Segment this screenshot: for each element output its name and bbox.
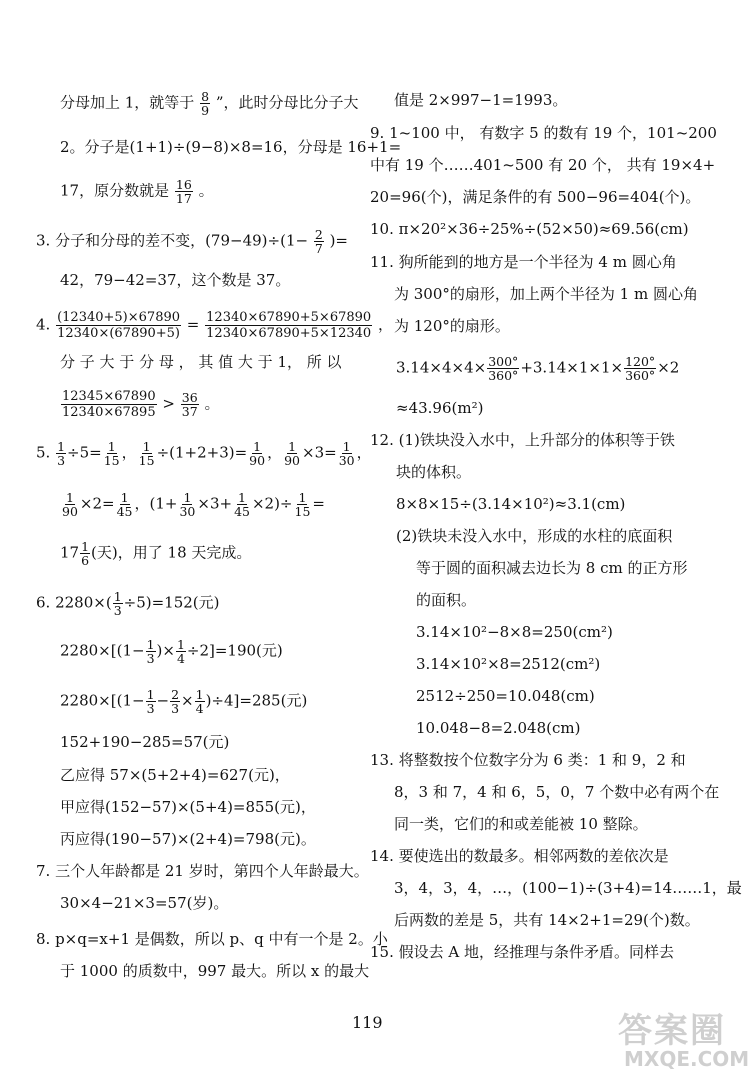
fraction: [178, 491, 196, 518]
text-line: 20=96(个)，满足条件的有 500−96=404(个)。: [370, 188, 701, 206]
text-line: 8×8×15÷(3.14×10²)≈3.1(cm): [396, 495, 626, 513]
numerator: 1: [113, 589, 122, 604]
text: ，: [267, 443, 283, 462]
text: ×3+: [197, 494, 233, 513]
fraction: [175, 178, 193, 205]
text-line: 3，4，3，4，…，(100−1)÷(3+4)=14……1，最: [394, 879, 742, 897]
text-line: [36, 590, 220, 617]
denominator: 4: [176, 651, 185, 666]
text: ×3=: [302, 443, 337, 462]
denominator: 360°: [625, 368, 656, 383]
text-line: [60, 178, 214, 205]
denominator: 3: [57, 453, 66, 468]
denominator: 45: [234, 504, 250, 519]
numerator: 8: [201, 89, 210, 104]
text: 6. 2280×(: [36, 593, 112, 612]
text: 17: [60, 543, 80, 562]
fraction: [294, 491, 312, 518]
fraction: [200, 90, 210, 117]
denominator: 17: [175, 191, 192, 206]
denominator: 12340×67895: [62, 405, 156, 420]
text: 2280×[(1−: [60, 691, 145, 710]
denominator: 360°: [488, 368, 519, 383]
text: ×2=: [79, 494, 115, 513]
text-line: [60, 638, 283, 665]
denominator: 12340×(67890+5): [57, 326, 181, 341]
text-line: 30×4−21×3=57(岁)。: [60, 894, 229, 912]
text-line: 分 子 大 于 分 母 ， 其 值 大 于 1， 所 以: [60, 353, 342, 371]
fraction: [80, 540, 90, 567]
text-line: 丙应得(190−57)×(2+4)=798(元)。: [60, 830, 316, 848]
numerator: 12345×67890: [62, 389, 156, 404]
denominator: 37: [181, 404, 198, 419]
numerator: 1: [142, 439, 151, 454]
text: ÷5=: [67, 443, 102, 462]
numerator: 12340×67890+5×67890: [206, 310, 372, 325]
denominator: 7: [314, 241, 323, 256]
numerator: 1: [288, 439, 297, 454]
fraction: [146, 638, 156, 665]
text-line: [396, 355, 679, 382]
fraction: [283, 440, 301, 467]
denominator: 3: [113, 603, 122, 618]
text-line: 8，3 和 7，4 和 6，5，0，7 个数中必有两个在: [394, 783, 720, 801]
denominator: 90: [284, 453, 300, 468]
text-line: 于 1000 的质数中，997 最大。所以 x 的最大: [60, 962, 370, 980]
numerator: 1: [238, 490, 246, 505]
text-line: ≈43.96(m²): [396, 399, 484, 417]
text-line: 13. 将整数按个位数字分为 6 类：1 和 9，2 和: [370, 751, 686, 769]
text-line: [60, 540, 251, 567]
denominator: 15: [294, 504, 311, 519]
text: ”，此时分母比分子大: [215, 93, 359, 112]
numerator: 1: [176, 637, 185, 652]
text: )×: [156, 641, 175, 660]
fraction: [116, 491, 134, 518]
text-line: [36, 440, 372, 467]
text-line: 15. 假设去 A 地，经推理与条件矛盾。同样去: [370, 943, 674, 961]
denominator: 30: [338, 453, 355, 468]
numerator: 1: [65, 490, 74, 505]
numerator: 1: [107, 439, 116, 454]
denominator: 3: [146, 701, 155, 716]
fraction: [195, 688, 205, 715]
text: 2280×[(1−: [60, 641, 145, 660]
numerator: 300°: [488, 354, 519, 369]
text-line: 3.14×10²−8×8=250(cm²): [416, 623, 613, 641]
fraction: [181, 391, 199, 418]
text-line: 42，79−42=37，这个数是 37。: [60, 271, 291, 289]
text: ，: [121, 443, 137, 462]
denominator: 3: [171, 701, 180, 716]
numerator: (12340+5)×67890: [57, 310, 181, 325]
fraction: [248, 440, 266, 467]
numerator: 2: [171, 687, 180, 702]
text-line: 8. p×q=x+1 是偶数，所以 p、q 中有一个是 2。小: [36, 930, 388, 948]
denominator: 90: [249, 453, 266, 468]
text: (天)，用了 18 天完成。: [91, 543, 252, 562]
fraction: [103, 440, 121, 467]
text: 。: [198, 181, 214, 200]
item-number: 5.: [36, 443, 51, 462]
watermark-logo: 答案圈: [618, 1011, 726, 1051]
fraction: [56, 440, 66, 467]
text: )÷4]=285(元): [205, 691, 308, 710]
fraction: [624, 355, 656, 382]
fraction: [170, 688, 180, 715]
text-line: 中有 19 个……401~500 有 20 个， 共有 19×4+: [370, 156, 716, 174]
text: =: [312, 494, 325, 513]
text-line: 等于圆的面积减去边长为 8 cm 的正方形: [416, 559, 688, 577]
numerator: 1: [57, 439, 66, 454]
text: −: [156, 691, 170, 710]
text-line: 甲应得(152−57)×(5+4)=855(元)，: [60, 798, 316, 816]
text-line: 12. (1)铁块没入水中，上升部分的体积等于铁: [370, 431, 675, 449]
denominator: 9: [201, 103, 210, 118]
text-line: 为 120°的扇形。: [394, 317, 510, 335]
text: =: [186, 315, 200, 334]
numerator: 1: [146, 687, 155, 702]
numerator: 1: [183, 490, 192, 505]
text: ，: [377, 315, 393, 334]
text-line: [60, 389, 219, 420]
item-number: 4.: [36, 315, 51, 334]
text: +3.14×1×1×: [520, 358, 624, 377]
fraction: [146, 688, 156, 715]
numerator: 120°: [625, 354, 656, 369]
text: ÷5)=152(元): [123, 593, 220, 612]
text-line: 10. π×20²×36÷25%÷(52×50)≈69.56(cm): [370, 220, 689, 238]
text-line: 后两数的差是 5，共有 14×2+1=29(个)数。: [394, 911, 700, 929]
text: 分母加上 1，就等于: [60, 93, 195, 112]
text-line: [60, 491, 325, 518]
fraction: [138, 440, 156, 467]
denominator: 45: [116, 504, 133, 519]
denominator: 12340×67890+5×12340: [206, 326, 372, 341]
watermark-url: MXQE.COM: [624, 1047, 750, 1071]
text: 3.14×4×4×: [396, 358, 487, 377]
text: ÷2]=190(元): [186, 641, 283, 660]
text-line: 同一类，它们的和或差能被 10 整除。: [394, 815, 648, 833]
text-line: 10.048−8=2.048(cm): [416, 719, 581, 737]
text-line: 块的体积。: [396, 463, 472, 481]
denominator: 15: [138, 453, 155, 468]
text: ÷(1+2+3)=: [156, 443, 248, 462]
fraction: [314, 228, 324, 255]
numerator: 2: [314, 227, 323, 242]
numerator: 16: [175, 177, 192, 192]
numerator: 1: [81, 539, 90, 554]
text: ×2: [657, 358, 680, 377]
text: ×: [181, 691, 194, 710]
text: >: [162, 394, 175, 413]
text-line: 乙应得 57×(5+2+4)=627(元)，: [60, 766, 290, 784]
text: ×2)÷: [251, 494, 293, 513]
page-number: 119: [352, 1013, 383, 1032]
text: 17，原分数就是: [60, 181, 170, 200]
denominator: 15: [103, 453, 120, 468]
numerator: 1: [146, 637, 155, 652]
text-line: 11. 狗所能到的地方是一个半径为 4 m 圆心角: [370, 253, 677, 271]
text-line: 14. 要使选出的数最多。相邻两数的差依次是: [370, 847, 669, 865]
text: )=: [329, 231, 348, 250]
fraction: [61, 491, 79, 518]
fraction: [56, 310, 181, 341]
fraction: [176, 638, 186, 665]
numerator: 1: [342, 439, 351, 454]
fraction: [113, 590, 123, 617]
fraction: [233, 491, 251, 518]
text-line: 的面积。: [416, 591, 477, 609]
text: 。: [204, 394, 220, 413]
fraction: [338, 440, 356, 467]
fraction: [205, 310, 372, 341]
denominator: 30: [179, 504, 196, 519]
denominator: 3: [146, 651, 155, 666]
fraction: [61, 389, 157, 420]
text: ，: [356, 443, 372, 462]
text-line: (2)铁块未没入水中，形成的水柱的底面积: [396, 527, 673, 545]
numerator: 1: [195, 687, 204, 702]
text-line: 3.14×10²×8=2512(cm²): [416, 655, 601, 673]
denominator: 6: [81, 553, 90, 568]
text-line: [60, 688, 307, 715]
text-line: 2。分子是(1+1)÷(9−8)×8=16，分母是 16+1=: [60, 138, 402, 156]
fraction: [487, 355, 519, 382]
numerator: 36: [181, 390, 198, 405]
numerator: 1: [253, 439, 262, 454]
watermark: [614, 1003, 750, 1073]
text: 3. 分子和分母的差不变，(79−49)÷(1−: [36, 231, 309, 250]
text-line: [36, 310, 393, 341]
text-line: [60, 90, 359, 117]
denominator: 90: [62, 504, 78, 519]
text-line: 9. 1~100 中， 有数字 5 的数有 19 个，101~200: [370, 124, 717, 142]
numerator: 1: [298, 490, 307, 505]
text-line: 152+190−285=57(元): [60, 733, 230, 751]
text-line: 7. 三个人年龄都是 21 岁时，第四个人年龄最大。: [36, 862, 369, 880]
numerator: 1: [120, 490, 129, 505]
text-line: 为 300°的扇形，加上两个半径为 1 m 圆心角: [394, 285, 698, 303]
text-line: 值是 2×997−1=1993。: [394, 91, 568, 109]
text: ，(1+: [134, 494, 178, 513]
denominator: 4: [195, 701, 204, 716]
text-line: [36, 228, 348, 255]
text-line: 2512÷250=10.048(cm): [416, 687, 595, 705]
